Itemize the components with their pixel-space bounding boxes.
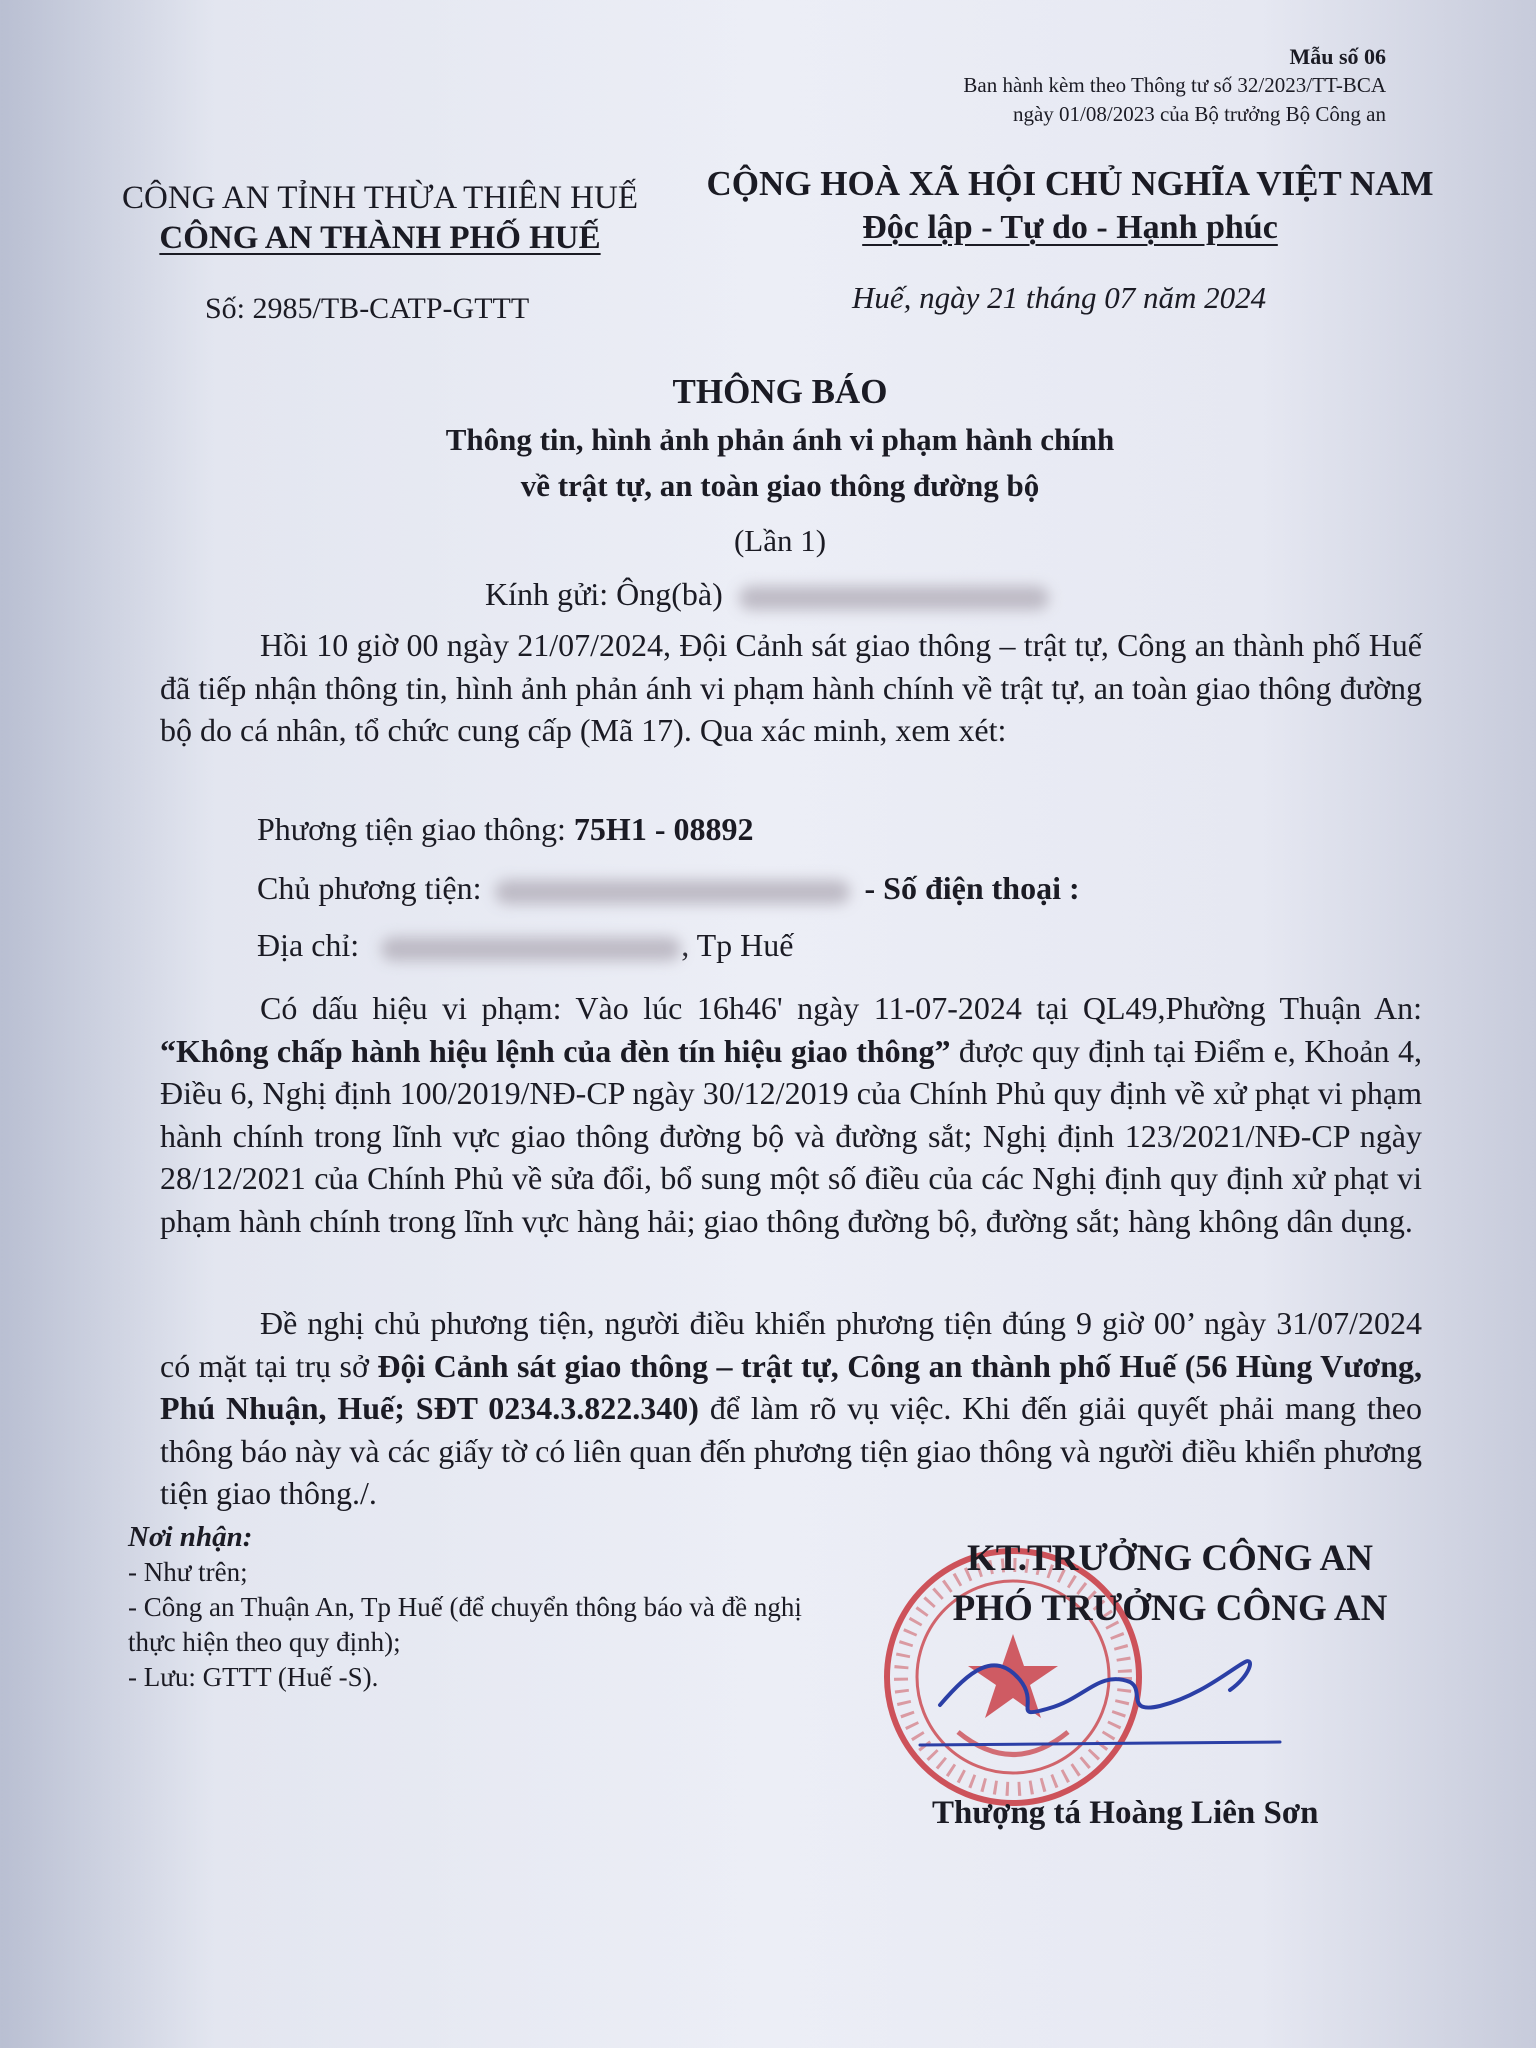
vehicle-plate: 75H1 - 08892 (573, 811, 754, 847)
national-header (700, 162, 1440, 250)
agency-parent: CÔNG AN TỈNH THỪA THIÊN HUẾ (121, 180, 638, 216)
redacted-owner-name (495, 880, 850, 904)
issuing-agency (110, 178, 650, 258)
document-title: THÔNG BÁO (672, 372, 888, 411)
greeting-label: Kính gửi: Ông(bà) (485, 576, 723, 612)
address-city: , Tp Huế (681, 927, 794, 963)
handwritten-signature (900, 1610, 1370, 1760)
form-number: Mẫu số 06 (1289, 44, 1386, 69)
document-number: Số: 2985/TB-CATP-GTTT (205, 292, 530, 325)
paragraph-receipt (160, 624, 1422, 752)
recipients-block (128, 1520, 848, 1695)
signature-title-line1: KT.TRƯỞNG CÔNG AN (967, 1538, 1373, 1579)
signature-title-line2: PHÓ TRƯỞNG CÔNG AN (952, 1588, 1388, 1629)
request-place: Đội Cảnh sát giao thông – trật tự, Công an thành phố Huế (56 Hùng Vương, Phú Nhuận, Huế; SĐT 0234.3.822.340) (160, 1347, 1423, 1426)
paragraph-receipt-text: Hồi 10 giờ 00 ngày 21/07/2024, Đội Cảnh sát giao thông – trật tự, Công an thành phố Huế đã tiếp nhận thông tin, hình ảnh phản ánh vi phạm hành chính về trật tự, an toàn giao thông đường bộ do cá nhân, tổ chức cung cấp (Mã 17). Qua xác minh, xem xét: (160, 627, 1422, 748)
vehicle-line (257, 811, 753, 848)
address-label: Địa chỉ: (257, 927, 360, 963)
greeting (485, 576, 1049, 613)
recipient-item: - Công an Thuận An, Tp Huế (để chuyển thông báo và đề nghị thực hiện theo quy định); (128, 1592, 802, 1657)
phone-label: - Số điện thoại : (864, 870, 1080, 906)
address-line (257, 927, 793, 964)
agency-unit: CÔNG AN THÀNH PHỐ HUẾ (159, 220, 601, 256)
signer-name: Thượng tá Hoàng Liên Sơn (932, 1795, 1319, 1831)
paragraph-violation (160, 987, 1422, 1242)
violation-quote: “Không chấp hành hiệu lệnh của đèn tín hiệu giao thông” (160, 1032, 951, 1069)
recipient-item: - Như trên; (128, 1557, 248, 1587)
form-header (963, 42, 1386, 129)
form-issued-date: ngày 01/08/2023 của Bộ trưởng Bộ Công an (1012, 102, 1386, 126)
form-issued-with: Ban hành kèm theo Thông tư số 32/2023/TT-BCA (963, 73, 1386, 97)
paragraph-request (160, 1302, 1422, 1515)
recipient-item: - Lưu: GTTT (Huế -S). (128, 1662, 379, 1692)
document-subtitle-1: Thông tin, hình ảnh phản ánh vi phạm hành chính (445, 422, 1115, 457)
notice-round: (Lần 1) (733, 523, 827, 558)
document-date: Huế, ngày 21 tháng 07 năm 2024 (852, 280, 1267, 315)
nation-motto: Độc lập - Tự do - Hạnh phúc (862, 209, 1278, 246)
recipients-heading: Nơi nhận: (128, 1521, 253, 1553)
request-rest: để làm rõ vụ việc. Khi đến giải quyết phải mang theo thông báo này và các giấy tờ có liên quan đến phương tiện giao thông và người điều khiển phương tiện giao thông./. (160, 1390, 1423, 1511)
vehicle-label: Phương tiện giao thông: (257, 811, 566, 847)
owner-label: Chủ phương tiện: (257, 870, 482, 906)
document-subtitle-2: về trật tự, an toàn giao thông đường bộ (520, 468, 1040, 503)
nation-name: CỘNG HOÀ XÃ HỘI CHỦ NGHĨA VIỆT NAM (706, 164, 1434, 203)
request-intro: Đề nghị chủ phương tiện, người điều khiển phương tiện đúng 9 giờ 00’ ngày 31/07/2024 có mặt tại trụ sở (160, 1305, 1422, 1384)
violation-legal-basis: được quy định tại Điểm e, Khoản 4, Điều 6, Nghị định 100/2019/NĐ-CP ngày 30/12/2019 của Chính Phủ quy định về xử phạt vi phạm hành chính trong lĩnh vực giao thông đường bộ và đường sắt; Nghị định 123/2021/NĐ-CP ngày 28/12/2021 của Chính Phủ về sửa đổi, bổ sung một số điều của các Nghị định quy định xử phạt vi phạm hành chính trong lĩnh vực hàng hải; giao thông đường bộ, đường sắt; hàng không dân dụng. (160, 1032, 1423, 1239)
violation-intro: Có dấu hiệu vi phạm: Vào lúc 16h46' ngày 11-07-2024 tại QL49,Phường Thuận An: (260, 990, 1422, 1026)
owner-line (257, 870, 1080, 907)
redacted-recipient-name (739, 586, 1049, 610)
redacted-address (381, 937, 681, 961)
